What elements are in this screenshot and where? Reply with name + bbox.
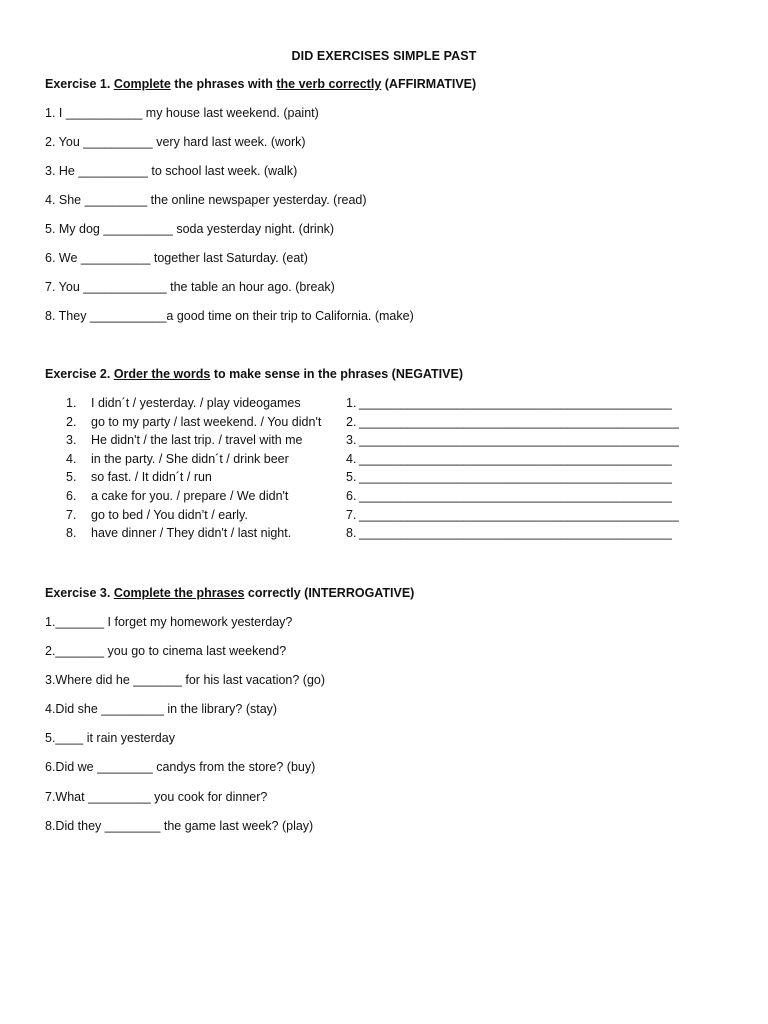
exercise3-item: 3.Where did he _______ for his last vacation? (go) bbox=[45, 673, 326, 687]
exercise2-answer-line: ______________________________________________ bbox=[359, 507, 679, 522]
exercise2-answer-number: 1. bbox=[346, 396, 357, 410]
exercise1-item: 7. You ____________ the table an hour ago. (break) bbox=[45, 280, 335, 294]
exercise2-answer-line: _____________________________________________ bbox=[359, 396, 672, 410]
exercise2-heading-prefix: Exercise 2. bbox=[45, 367, 114, 381]
exercise1-heading bbox=[45, 77, 476, 91]
exercise3-item: 6.Did we ________ candys from the store? (buy) bbox=[45, 760, 316, 774]
exercise3-heading bbox=[45, 586, 414, 600]
exercise2-answer-number: 2. bbox=[346, 414, 357, 429]
exercise2-row bbox=[66, 396, 706, 415]
exercise3-heading-prefix: Exercise 3. bbox=[45, 586, 114, 600]
exercise2-answer-line: ______________________________________________ bbox=[359, 414, 679, 429]
exercise1-item: 3. He __________ to school last week. (walk) bbox=[45, 164, 298, 178]
exercise2-row bbox=[66, 489, 706, 508]
exercise2-answer-line: _____________________________________________ bbox=[359, 488, 672, 503]
exercise2-answer-line: ______________________________________________ bbox=[359, 433, 679, 448]
exercise1-heading-middle: the phrases with bbox=[170, 77, 277, 91]
exercise1-heading-suffix: (AFFIRMATIVE) bbox=[381, 77, 477, 91]
exercise1-item: 5. My dog __________ soda yesterday night. (drink) bbox=[45, 222, 335, 236]
exercise2-item-text: have dinner / They didn't / last night. bbox=[91, 526, 292, 541]
exercise2-item-text: go to bed / You didn’t / early. bbox=[91, 507, 248, 522]
exercise2-item-text: a cake for you. / prepare / We didn't bbox=[91, 488, 289, 503]
exercise2-item-number: 2. bbox=[66, 414, 77, 429]
exercise2-heading-suffix: to make sense in the phrases (NEGATIVE) bbox=[210, 367, 463, 381]
exercise2-item-number: 8. bbox=[66, 526, 77, 541]
exercise2-answer-line: _____________________________________________ bbox=[359, 451, 672, 466]
page-title: DID EXERCISES SIMPLE PAST bbox=[291, 49, 477, 63]
exercise2-item-number: 6. bbox=[66, 488, 77, 503]
exercise2-answer-number: 5. bbox=[346, 470, 357, 485]
exercise2-row bbox=[66, 433, 706, 452]
exercise2-item-text: so fast. / It didn´t / run bbox=[91, 470, 212, 485]
exercise3-item: 7.What _________ you cook for dinner? bbox=[45, 790, 268, 804]
exercise1-item: 4. She _________ the online newspaper yesterday. (read) bbox=[45, 193, 367, 207]
exercise2-row bbox=[66, 508, 706, 527]
exercise1-item: 1. I ___________ my house last weekend. (paint) bbox=[45, 106, 319, 120]
exercise2-row bbox=[66, 470, 706, 489]
exercise1-item: 2. You __________ very hard last week. (work) bbox=[45, 135, 306, 149]
exercise2-answer-number: 6. bbox=[346, 488, 357, 503]
exercise1-heading-underlined-1: Complete bbox=[113, 77, 171, 91]
exercise1-heading-underlined-2: the verb correctly bbox=[276, 77, 382, 91]
exercise2-item-text: He didn't / the last trip. / travel with me bbox=[91, 433, 303, 448]
exercise2-item-text: go to my party / last weekend. / You didn't bbox=[91, 414, 322, 429]
exercise1-heading-prefix: Exercise 1. bbox=[45, 77, 114, 91]
exercise3-item: 4.Did she _________ in the library? (stay) bbox=[45, 702, 278, 716]
exercise2-item-number: 5. bbox=[66, 470, 77, 485]
exercise2-answer-number: 8. bbox=[346, 526, 357, 541]
exercise2-item-number: 1. bbox=[66, 396, 77, 410]
exercise3-item: 5.____ it rain yesterday bbox=[45, 731, 175, 745]
exercise2-item-number: 7. bbox=[66, 507, 77, 522]
exercise2-item-number: 3. bbox=[66, 433, 77, 448]
exercise2-item-text: I didn´t / yesterday. / play videogames bbox=[91, 396, 301, 410]
exercise2-list bbox=[66, 396, 706, 545]
exercise2-heading-underlined: Order the words bbox=[113, 367, 211, 381]
exercise1-item: 6. We __________ together last Saturday. (eat) bbox=[45, 251, 308, 265]
exercise3-item: 8.Did they ________ the game last week? (play) bbox=[45, 819, 314, 833]
exercise3-item: 1._______ I forget my homework yesterday? bbox=[45, 615, 293, 629]
exercise2-item-text: in the party. / She didn´t / drink beer bbox=[91, 451, 289, 466]
exercise2-row bbox=[66, 415, 706, 434]
exercise2-answer-number: 4. bbox=[346, 451, 357, 466]
exercise2-answer-number: 7. bbox=[346, 507, 357, 522]
exercise2-row bbox=[66, 452, 706, 471]
exercise2-answer-number: 3. bbox=[346, 433, 357, 448]
exercise2-answer-line: _____________________________________________ bbox=[359, 526, 672, 541]
exercise3-heading-underlined: Complete the phrases bbox=[113, 586, 245, 600]
exercise3-item: 2._______ you go to cinema last weekend? bbox=[45, 644, 287, 658]
exercise3-heading-suffix: correctly (INTERROGATIVE) bbox=[244, 586, 415, 600]
exercise2-row bbox=[66, 526, 706, 545]
exercise2-heading bbox=[45, 367, 463, 381]
exercise1-item: 8. They ___________a good time on their trip to California. (make) bbox=[45, 309, 414, 323]
exercise2-answer-line: _____________________________________________ bbox=[359, 470, 672, 485]
exercise2-item-number: 4. bbox=[66, 451, 77, 466]
